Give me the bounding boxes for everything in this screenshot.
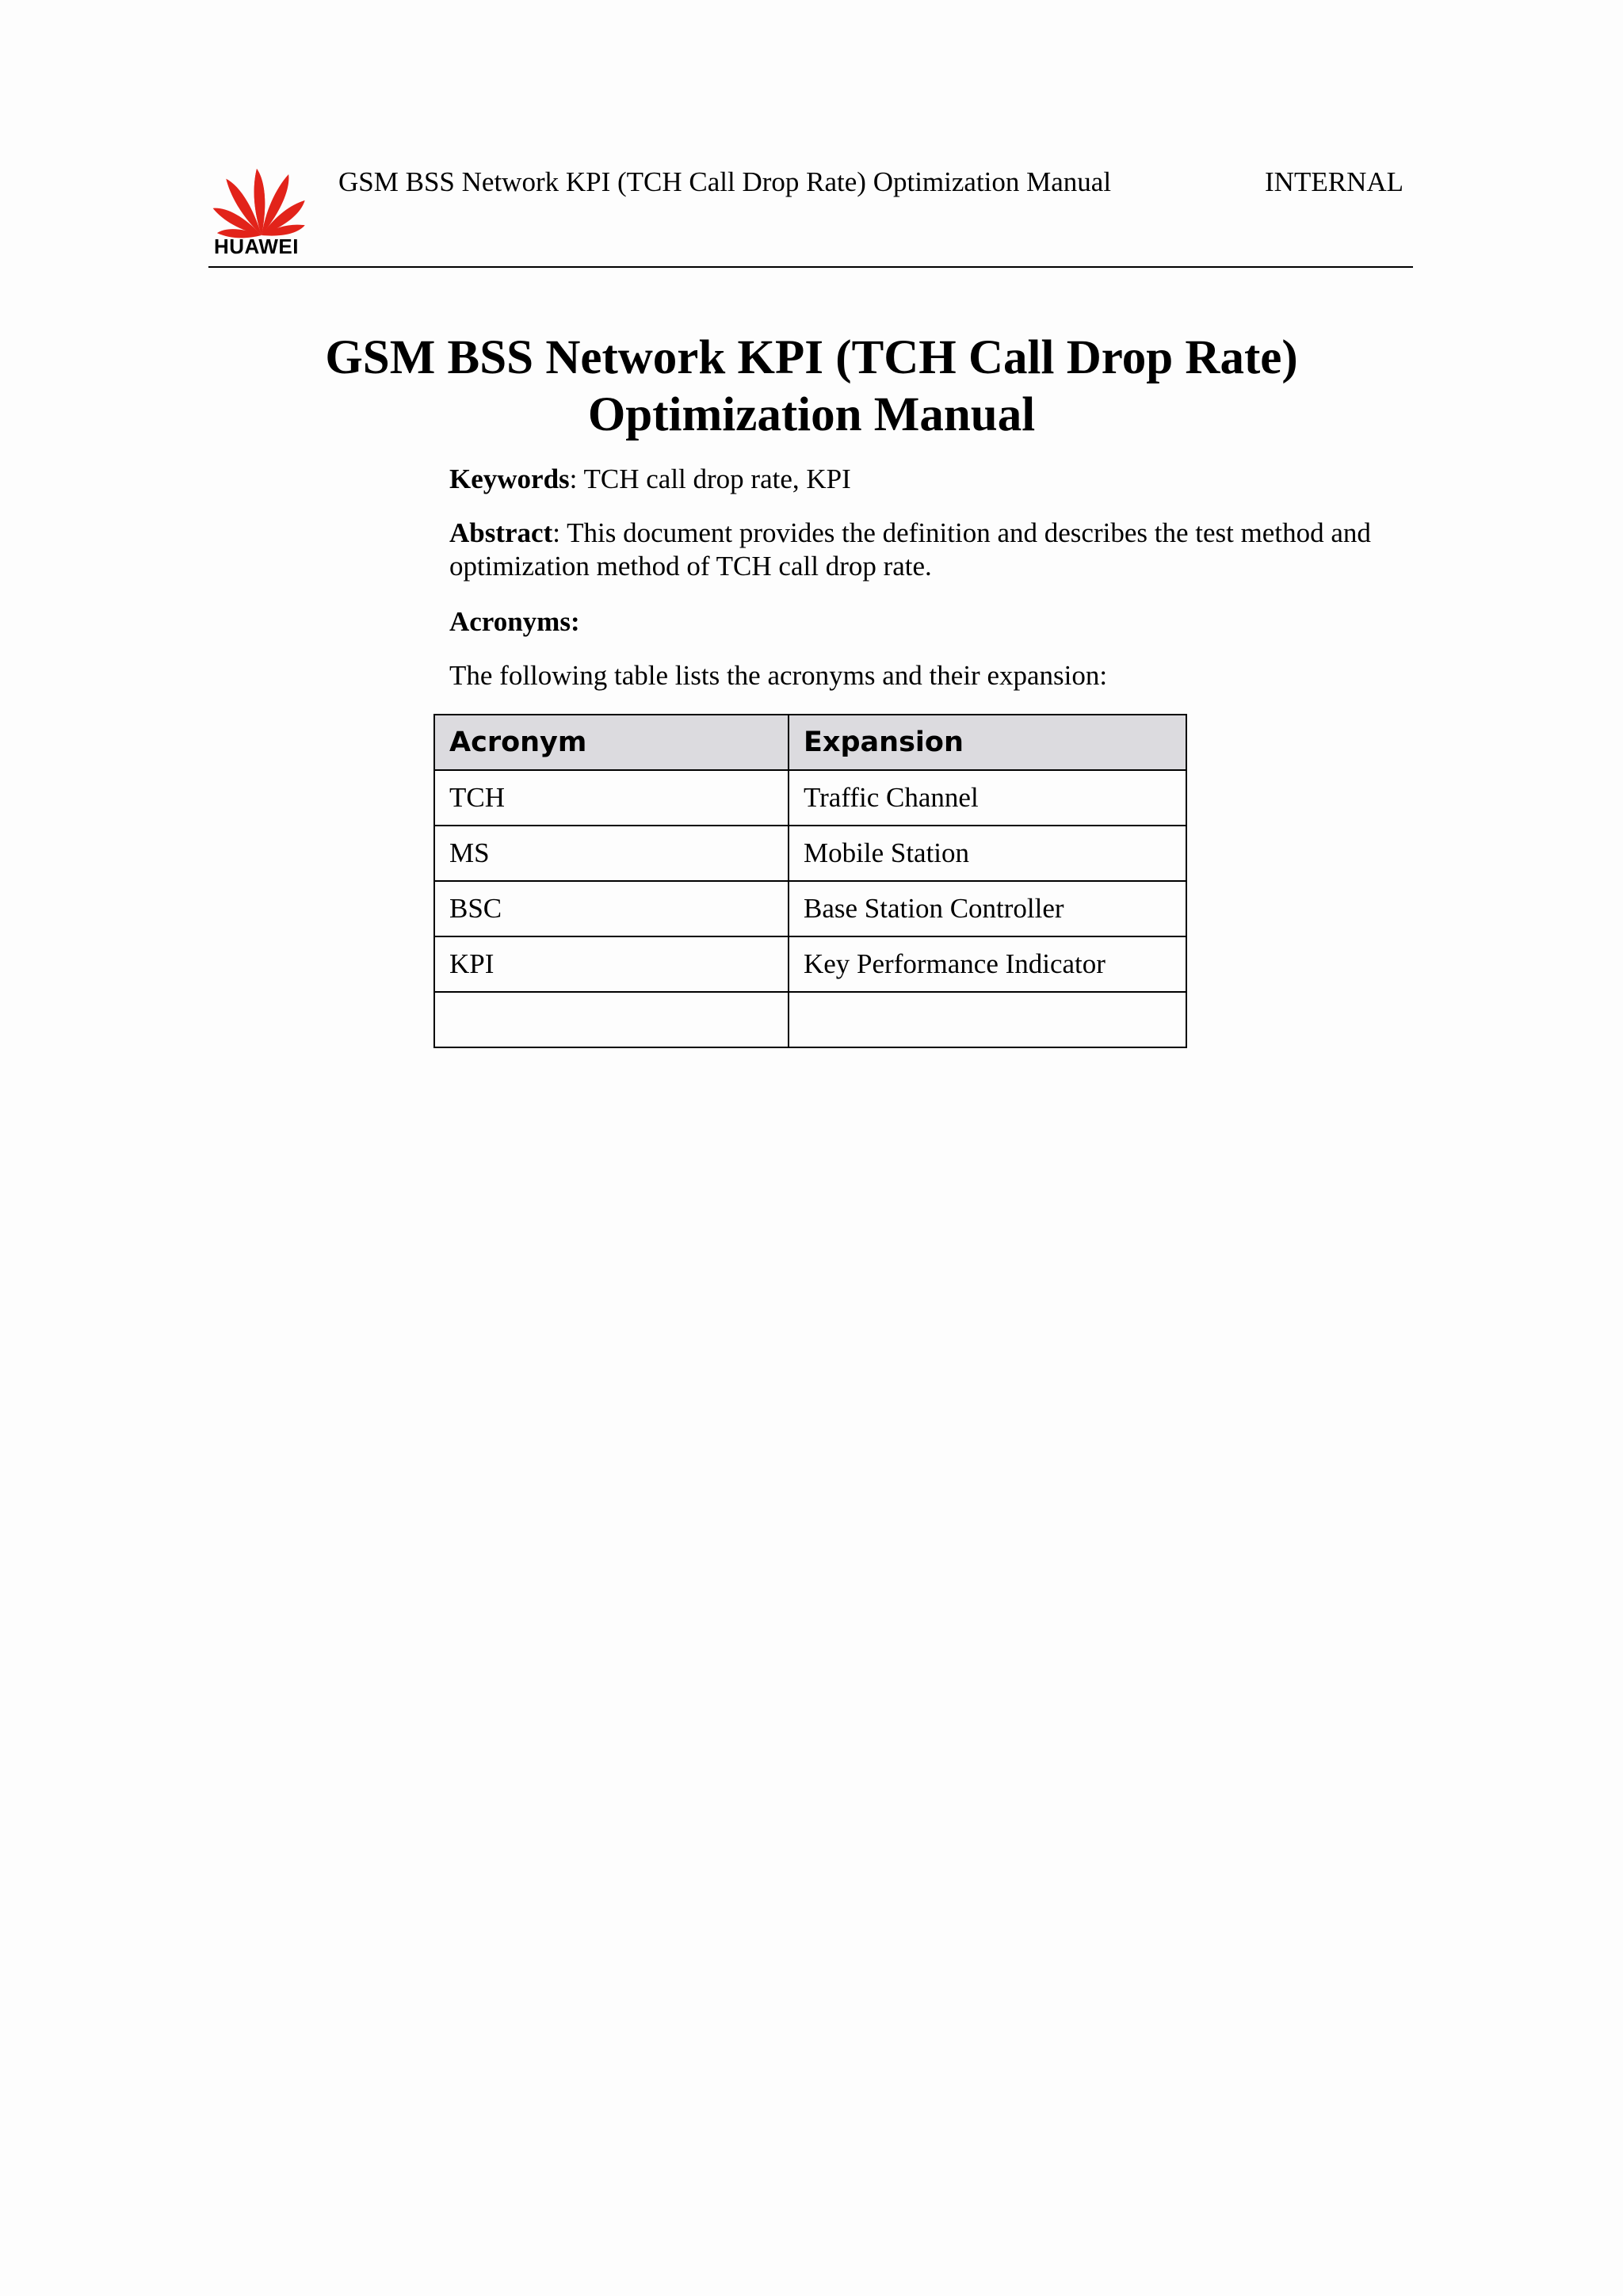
acronyms-intro: The following table lists the acronyms and their expansion:	[449, 660, 1108, 691]
title-line-2: Optimization Manual	[587, 388, 1036, 441]
abstract-paragraph	[449, 517, 1412, 583]
table-row	[434, 826, 1186, 881]
acronym-cell: KPI	[434, 936, 789, 992]
expansion-cell: Traffic Channel	[789, 770, 1186, 826]
acronym-table	[433, 714, 1187, 1048]
abstract-text: : This document provides the definition and describes the test method and optimization method of TCH call drop rate.	[449, 517, 1371, 582]
expansion-cell: Mobile Station	[789, 826, 1186, 881]
running-header-title: GSM BSS Network KPI (TCH Call Drop Rate) Optimization Manual	[338, 166, 1112, 197]
acronym-cell	[434, 992, 789, 1047]
keywords-label: Keywords	[449, 463, 570, 494]
expansion-cell	[789, 992, 1186, 1047]
page-title	[238, 330, 1385, 444]
table-row	[434, 936, 1186, 992]
acronym-cell: TCH	[434, 770, 789, 826]
column-header-acronym: Acronym	[434, 715, 789, 770]
keywords-paragraph	[449, 463, 1412, 496]
keywords-text: : TCH call drop rate, KPI	[569, 463, 851, 494]
expansion-cell: Key Performance Indicator	[789, 936, 1186, 992]
acronym-cell: MS	[434, 826, 789, 881]
classification-label: INTERNAL	[1265, 166, 1403, 197]
expansion-cell: Base Station Controller	[789, 881, 1186, 936]
acronyms-heading: Acronyms:	[449, 606, 580, 637]
title-line-1: GSM BSS Network KPI (TCH Call Drop Rate)	[325, 331, 1298, 384]
logo-wordmark: HUAWEI	[214, 235, 299, 258]
table-row-empty	[434, 992, 1186, 1047]
column-header-expansion: Expansion	[789, 715, 1186, 770]
acronym-cell: BSC	[434, 881, 789, 936]
header-divider	[208, 266, 1413, 268]
table-header-row	[434, 715, 1186, 770]
abstract-label: Abstract	[449, 517, 553, 548]
table-row	[434, 770, 1186, 826]
table-row	[434, 881, 1186, 936]
